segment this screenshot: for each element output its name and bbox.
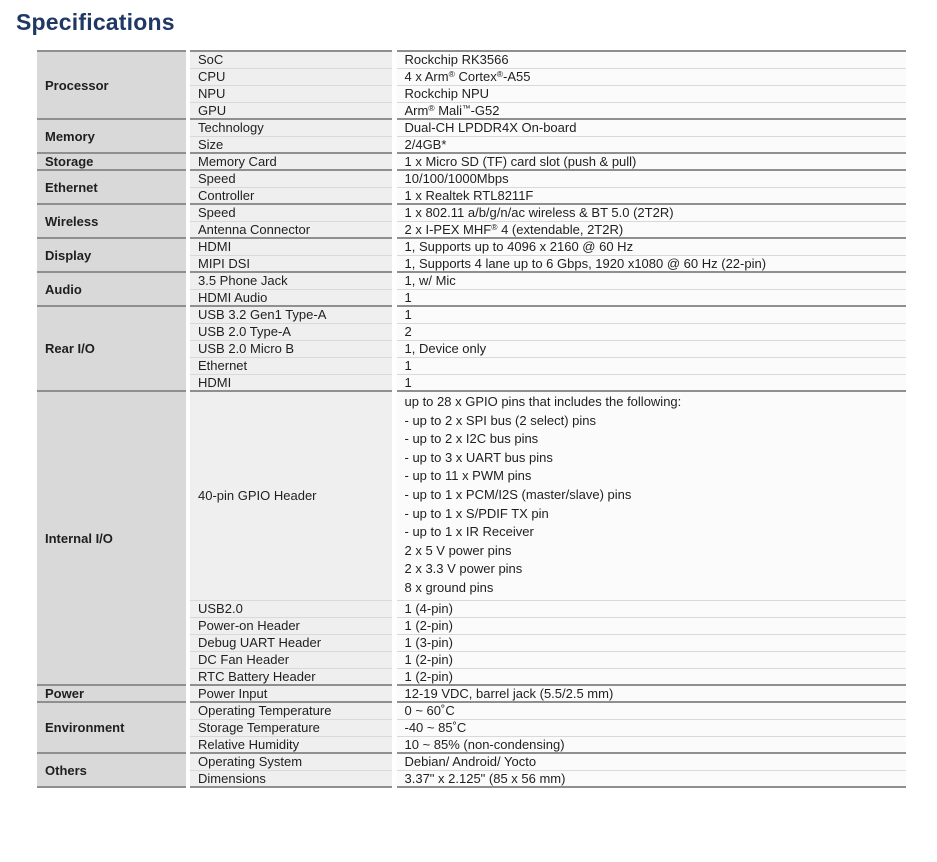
spec-label: Power Input (188, 685, 394, 702)
spec-value: 1 (394, 357, 906, 374)
spec-label: Speed (188, 204, 394, 221)
spec-value: Debian/ Android/ Yocto (394, 753, 906, 770)
spec-category: Wireless (37, 204, 188, 238)
spec-label: Technology (188, 119, 394, 136)
spec-label: Debug UART Header (188, 634, 394, 651)
spec-value: -40 ~ 85˚C (394, 719, 906, 736)
spec-label: SoC (188, 51, 394, 68)
spec-value: 1 (394, 289, 906, 306)
spec-value: 1 x Realtek RTL8211F (394, 187, 906, 204)
spec-row (37, 753, 906, 770)
spec-row (37, 170, 906, 187)
spec-category: Rear I/O (37, 306, 188, 391)
spec-label: HDMI Audio (188, 289, 394, 306)
spec-row (37, 51, 906, 68)
spec-value: 1 (3-pin) (394, 634, 906, 651)
spec-label: CPU (188, 68, 394, 85)
spec-value: Arm® Mali™-G52 (394, 102, 906, 119)
spec-label: Power-on Header (188, 617, 394, 634)
spec-category: Memory (37, 119, 188, 153)
spec-label: 3.5 Phone Jack (188, 272, 394, 289)
spec-value: Dual-CH LPDDR4X On-board (394, 119, 906, 136)
spec-label: Storage Temperature (188, 719, 394, 736)
spec-value: 1 (4-pin) (394, 600, 906, 617)
spec-category: Audio (37, 272, 188, 306)
spec-value: 1 (394, 374, 906, 391)
spec-row (37, 306, 906, 323)
spec-label: MIPI DSI (188, 255, 394, 272)
spec-category: Others (37, 753, 188, 787)
spec-value: 2 (394, 323, 906, 340)
spec-value: 1, Supports 4 lane up to 6 Gbps, 1920 x1080 @ 60 Hz (22-pin) (394, 255, 906, 272)
spec-category: Display (37, 238, 188, 272)
spec-row (37, 119, 906, 136)
spec-label: 40-pin GPIO Header (188, 391, 394, 600)
spec-row (37, 204, 906, 221)
spec-row (37, 238, 906, 255)
spec-category: Ethernet (37, 170, 188, 204)
spec-value: 1 (2-pin) (394, 668, 906, 685)
spec-value: 4 x Arm® Cortex®-A55 (394, 68, 906, 85)
spec-value: Rockchip NPU (394, 85, 906, 102)
spec-value: 1, w/ Mic (394, 272, 906, 289)
spec-category: Power (37, 685, 188, 702)
spec-category: Storage (37, 153, 188, 170)
spec-label: Controller (188, 187, 394, 204)
spec-category: Environment (37, 702, 188, 753)
spec-label: Ethernet (188, 357, 394, 374)
page-title: Specifications (16, 9, 175, 35)
specifications-table (37, 50, 906, 788)
spec-value: 1, Supports up to 4096 x 2160 @ 60 Hz (394, 238, 906, 255)
spec-label: USB 3.2 Gen1 Type-A (188, 306, 394, 323)
spec-value: 3.37" x 2.125" (85 x 56 mm) (394, 770, 906, 787)
spec-value: up to 28 x GPIO pins that includes the following: - up to 2 x SPI bus (2 select) pins - up to 2 x I2C bus pins - up to 3 x UART bus pins - up to 11 x PWM pins - up to 1 x PCM/I2S (master/slave) pins - up to 1 x S/PDIF TX pin - up to 1 x IR Receiver 2 x 5 V power pins 2 x 3.3 V power pins 8 x ground pins (394, 391, 906, 600)
spec-value: 10 ~ 85% (non-condensing) (394, 736, 906, 753)
spec-label: USB 2.0 Type-A (188, 323, 394, 340)
spec-label: DC Fan Header (188, 651, 394, 668)
spec-value: 1 x 802.11 a/b/g/n/ac wireless & BT 5.0 (2T2R) (394, 204, 906, 221)
spec-label: Speed (188, 170, 394, 187)
spec-value: 1 (2-pin) (394, 651, 906, 668)
spec-row (37, 702, 906, 719)
spec-value: 12-19 VDC, barrel jack (5.5/2.5 mm) (394, 685, 906, 702)
spec-row (37, 391, 906, 600)
spec-label: USB 2.0 Micro B (188, 340, 394, 357)
spec-label: RTC Battery Header (188, 668, 394, 685)
spec-label: Relative Humidity (188, 736, 394, 753)
spec-value: Rockchip RK3566 (394, 51, 906, 68)
spec-row (37, 272, 906, 289)
spec-label: Operating Temperature (188, 702, 394, 719)
spec-value: 1 x Micro SD (TF) card slot (push & pull) (394, 153, 906, 170)
spec-value: 2 x I-PEX MHF® 4 (extendable, 2T2R) (394, 221, 906, 238)
spec-value: 0 ~ 60˚C (394, 702, 906, 719)
specifications-table-body (37, 51, 906, 787)
spec-label: GPU (188, 102, 394, 119)
spec-row (37, 153, 906, 170)
spec-value: 1 (394, 306, 906, 323)
spec-label: USB2.0 (188, 600, 394, 617)
spec-label: Operating System (188, 753, 394, 770)
spec-value: 10/100/1000Mbps (394, 170, 906, 187)
spec-label: Size (188, 136, 394, 153)
spec-value: 1, Device only (394, 340, 906, 357)
spec-label: NPU (188, 85, 394, 102)
spec-label: HDMI (188, 374, 394, 391)
spec-value: 2/4GB* (394, 136, 906, 153)
spec-label: HDMI (188, 238, 394, 255)
spec-label: Antenna Connector (188, 221, 394, 238)
spec-category: Internal I/O (37, 391, 188, 685)
spec-category: Processor (37, 51, 188, 119)
spec-label: Memory Card (188, 153, 394, 170)
spec-value: 1 (2-pin) (394, 617, 906, 634)
spec-label: Dimensions (188, 770, 394, 787)
spec-row (37, 685, 906, 702)
